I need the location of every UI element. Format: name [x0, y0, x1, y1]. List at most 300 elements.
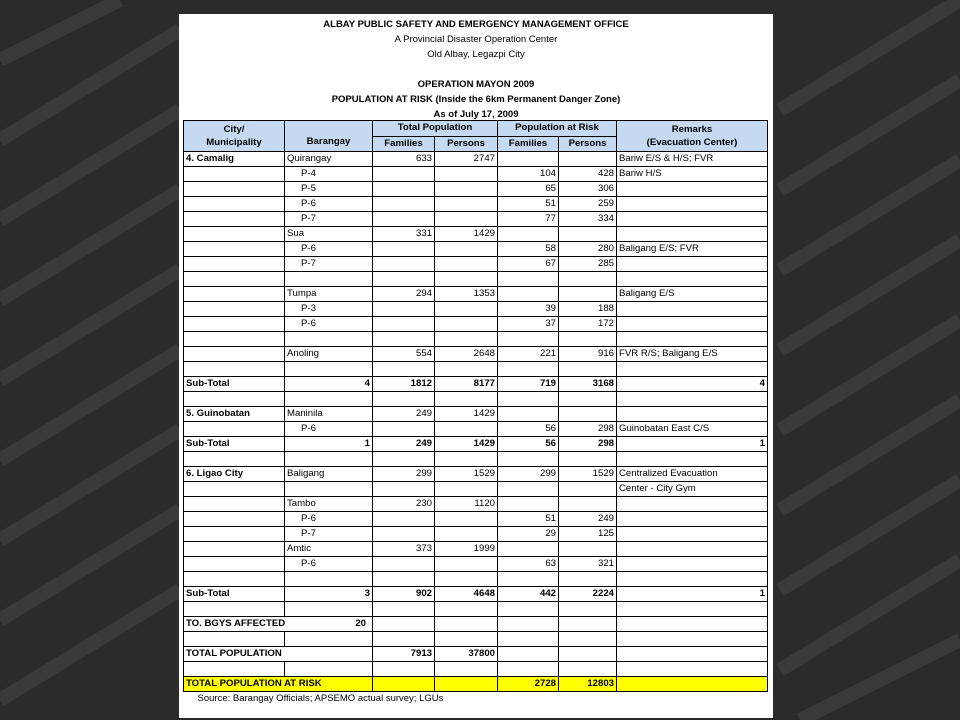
cell-total-persons — [435, 272, 498, 287]
subtotal-total-persons: 1429 — [435, 437, 498, 452]
cell-barangay — [285, 392, 373, 407]
cell-risk-families — [498, 542, 559, 557]
cell-total-families — [373, 662, 435, 677]
cell-risk-families — [498, 152, 559, 167]
cell-city — [184, 542, 285, 557]
cell-remarks — [617, 182, 768, 197]
cell-city — [184, 572, 285, 587]
cell-total-persons — [435, 557, 498, 572]
cell-barangay: Amtic — [285, 542, 373, 557]
total-persons: 37800 — [435, 647, 498, 662]
cell-city — [184, 182, 285, 197]
cell-barangay: Tambo — [285, 497, 373, 512]
cell-city — [184, 212, 285, 227]
cell-remarks: Baligang E/S — [617, 287, 768, 302]
cell-city — [184, 632, 285, 647]
cell-total-families: 299 — [373, 467, 435, 482]
table-row — [184, 392, 768, 407]
cell-risk-families — [498, 452, 559, 467]
cell-remarks: Centralized Evacuation — [617, 467, 768, 482]
cell-barangay: Sua — [285, 227, 373, 242]
table-row — [184, 302, 768, 317]
table-row — [184, 227, 768, 242]
cell-city — [184, 602, 285, 617]
cell-remarks — [617, 662, 768, 677]
header-line-1: ALBAY PUBLIC SAFETY AND EMERGENCY MANAGEMENT OFFICE — [323, 19, 629, 30]
cell-remarks — [617, 542, 768, 557]
cell-total-families — [373, 632, 435, 647]
table-row — [184, 167, 768, 182]
cell-total-persons — [435, 302, 498, 317]
table-row — [184, 662, 768, 677]
cell-total-persons: 1429 — [435, 227, 498, 242]
cell-city — [184, 527, 285, 542]
subtotal-count: 3 — [285, 587, 373, 602]
header-line-6: As of July 17, 2009 — [433, 109, 519, 120]
cell-total-families — [373, 197, 435, 212]
cell-risk-families — [498, 602, 559, 617]
cell-total-persons — [435, 212, 498, 227]
cell-remarks — [617, 527, 768, 542]
table-row — [184, 317, 768, 332]
cell-barangay: P-7 — [285, 212, 373, 227]
cell-risk-persons — [559, 152, 617, 167]
cell-total-families — [373, 257, 435, 272]
cell-risk-persons — [559, 542, 617, 557]
cell-remarks — [617, 317, 768, 332]
cell-total-persons — [435, 527, 498, 542]
cell-barangay: Tumpa — [285, 287, 373, 302]
table-row — [184, 632, 768, 647]
total-population-row — [184, 647, 768, 662]
cell-risk-persons: 1529 — [559, 467, 617, 482]
cell-total-families — [373, 167, 435, 182]
table-row — [184, 497, 768, 512]
table-row — [184, 542, 768, 557]
cell-total-persons: 1529 — [435, 467, 498, 482]
col-risk-persons: Persons — [559, 136, 617, 152]
cell-risk-families — [498, 662, 559, 677]
cell-risk-persons: 280 — [559, 242, 617, 257]
cell-remarks — [617, 572, 768, 587]
cell-barangay: P-7 — [285, 257, 373, 272]
table-row — [184, 572, 768, 587]
cell-risk-families — [498, 482, 559, 497]
cell-total-families — [373, 392, 435, 407]
subtotal-count: 4 — [285, 377, 373, 392]
cell-total-persons — [435, 572, 498, 587]
cell-risk-families: 39 — [498, 302, 559, 317]
cell-remarks — [617, 227, 768, 242]
source-note: Source: Barangay Officials; APSEMO actual survey; LGUs — [197, 693, 444, 704]
report-header — [179, 14, 773, 122]
cell-city — [184, 452, 285, 467]
cell-risk-persons: 321 — [559, 557, 617, 572]
cell-total-persons — [435, 167, 498, 182]
cell-city: 4. Camalig — [184, 152, 285, 167]
cell-risk-families: 65 — [498, 182, 559, 197]
cell-risk-families — [498, 497, 559, 512]
cell-risk-families — [498, 332, 559, 347]
barangays-affected-label — [184, 617, 373, 632]
cell-risk-persons — [559, 662, 617, 677]
subtotal-risk-families: 719 — [498, 377, 559, 392]
header-line-4: OPERATION MAYON 2009 — [417, 79, 535, 90]
table-row — [184, 602, 768, 617]
cell-risk-families: 221 — [498, 347, 559, 362]
table-row — [184, 182, 768, 197]
cell-risk-families — [498, 572, 559, 587]
table-row — [184, 197, 768, 212]
col-total-population: Total Population — [373, 121, 498, 137]
table-row — [184, 347, 768, 362]
cell-remarks: Baligang E/S; FVR — [617, 242, 768, 257]
cell-barangay: P-6 — [285, 317, 373, 332]
cell-city — [184, 497, 285, 512]
cell-risk-families — [498, 362, 559, 377]
cell-remarks — [617, 212, 768, 227]
subtotal-row — [184, 377, 768, 392]
cell-city: 6. Ligao City — [184, 467, 285, 482]
cell-city — [184, 422, 285, 437]
table-row — [184, 257, 768, 272]
cell-remarks — [617, 392, 768, 407]
cell-remarks — [617, 632, 768, 647]
cell-remarks — [617, 302, 768, 317]
cell-total-persons — [435, 482, 498, 497]
cell-barangay: P-6 — [285, 512, 373, 527]
cell-total-families — [373, 602, 435, 617]
subtotal-total-families: 1812 — [373, 377, 435, 392]
table-row — [184, 422, 768, 437]
cell-total-persons: 2648 — [435, 347, 498, 362]
subtotal-row — [184, 587, 768, 602]
cell-empty — [617, 647, 768, 662]
cell-total-persons — [435, 662, 498, 677]
subtotal-total-persons: 4648 — [435, 587, 498, 602]
barangays-affected-row — [184, 617, 768, 632]
cell-risk-persons: 259 — [559, 197, 617, 212]
total-at-risk-row — [184, 677, 768, 692]
cell-total-persons — [435, 362, 498, 377]
cell-total-families — [373, 317, 435, 332]
table-row — [184, 527, 768, 542]
cell-barangay: P-5 — [285, 182, 373, 197]
table-row — [184, 407, 768, 422]
cell-remarks — [617, 272, 768, 287]
subtotal-risk-persons: 298 — [559, 437, 617, 452]
cell-total-persons — [435, 392, 498, 407]
cell-risk-persons: 916 — [559, 347, 617, 362]
cell-risk-persons: 125 — [559, 527, 617, 542]
cell-total-families — [373, 512, 435, 527]
cell-empty — [373, 617, 435, 632]
cell-risk-persons — [559, 332, 617, 347]
header-line-2: A Provincial Disaster Operation Center — [394, 34, 558, 45]
cell-total-families: 373 — [373, 542, 435, 557]
cell-risk-families: 37 — [498, 317, 559, 332]
cell-risk-families — [498, 407, 559, 422]
cell-barangay: P-3 — [285, 302, 373, 317]
cell-barangay — [285, 362, 373, 377]
cell-city — [184, 662, 285, 677]
cell-barangay — [285, 332, 373, 347]
col-remarks: Remarks (Evacuation Center) — [617, 121, 768, 152]
subtotal-total-families: 249 — [373, 437, 435, 452]
cell-barangay — [285, 272, 373, 287]
cell-city — [184, 392, 285, 407]
cell-risk-persons — [559, 392, 617, 407]
cell-remarks — [617, 407, 768, 422]
cell-risk-persons: 172 — [559, 317, 617, 332]
cell-empty — [617, 677, 768, 692]
subtotal-risk-persons: 3168 — [559, 377, 617, 392]
cell-risk-persons — [559, 602, 617, 617]
cell-total-families: 249 — [373, 407, 435, 422]
table-row — [184, 557, 768, 572]
cell-risk-families: 77 — [498, 212, 559, 227]
cell-city — [184, 242, 285, 257]
cell-risk-persons — [559, 407, 617, 422]
total-families: 7913 — [373, 647, 435, 662]
cell-risk-persons: 188 — [559, 302, 617, 317]
subtotal-risk-persons: 2224 — [559, 587, 617, 602]
cell-total-persons — [435, 512, 498, 527]
cell-risk-families — [498, 227, 559, 242]
cell-risk-persons: 285 — [559, 257, 617, 272]
cell-total-families — [373, 212, 435, 227]
cell-total-persons — [435, 602, 498, 617]
cell-total-families — [373, 527, 435, 542]
cell-barangay: Anoling — [285, 347, 373, 362]
cell-risk-persons — [559, 482, 617, 497]
subtotal-row — [184, 437, 768, 452]
cell-remarks — [617, 497, 768, 512]
cell-risk-families: 51 — [498, 512, 559, 527]
cell-remarks — [617, 557, 768, 572]
cell-total-families — [373, 302, 435, 317]
subtotal-remarks: 1 — [617, 437, 768, 452]
cell-risk-persons — [559, 452, 617, 467]
table-row — [184, 512, 768, 527]
cell-risk-families — [498, 392, 559, 407]
cell-risk-persons — [559, 497, 617, 512]
cell-risk-families — [498, 632, 559, 647]
cell-barangay: P-6 — [285, 197, 373, 212]
cell-total-families — [373, 452, 435, 467]
subtotal-label: Sub-Total — [184, 377, 285, 392]
cell-remarks: Center - City Gym — [617, 482, 768, 497]
subtotal-label: Sub-Total — [184, 437, 285, 452]
cell-total-persons — [435, 632, 498, 647]
table-row — [184, 467, 768, 482]
cell-barangay — [285, 632, 373, 647]
cell-barangay: P-6 — [285, 557, 373, 572]
col-total-persons: Persons — [435, 136, 498, 152]
cell-total-persons — [435, 197, 498, 212]
cell-total-families: 230 — [373, 497, 435, 512]
cell-barangay: P-4 — [285, 167, 373, 182]
cell-city — [184, 197, 285, 212]
cell-total-families — [373, 332, 435, 347]
cell-city — [184, 287, 285, 302]
at-risk-total-persons — [435, 677, 498, 692]
cell-barangay: Quirangay — [285, 152, 373, 167]
col-total-families: Families — [373, 136, 435, 152]
col-barangay: Barangay — [285, 121, 373, 152]
cell-risk-persons — [559, 287, 617, 302]
cell-city — [184, 302, 285, 317]
cell-total-families — [373, 242, 435, 257]
cell-total-families — [373, 557, 435, 572]
subtotal-remarks: 4 — [617, 377, 768, 392]
cell-city — [184, 482, 285, 497]
cell-risk-families: 299 — [498, 467, 559, 482]
cell-remarks: FVR R/S; Baligang E/S — [617, 347, 768, 362]
cell-city — [184, 257, 285, 272]
cell-total-persons: 1353 — [435, 287, 498, 302]
at-risk-families: 2728 — [498, 677, 559, 692]
cell-remarks — [617, 197, 768, 212]
cell-risk-persons: 334 — [559, 212, 617, 227]
cell-total-persons — [435, 317, 498, 332]
cell-total-persons: 1999 — [435, 542, 498, 557]
cell-city — [184, 272, 285, 287]
cell-city — [184, 557, 285, 572]
cell-total-persons — [435, 422, 498, 437]
cell-total-persons — [435, 242, 498, 257]
cell-risk-families: 51 — [498, 197, 559, 212]
header-line-5: POPULATION AT RISK (Inside the 6km Permanent Danger Zone) — [331, 94, 621, 105]
cell-barangay — [285, 662, 373, 677]
cell-risk-families: 63 — [498, 557, 559, 572]
cell-empty — [559, 617, 617, 632]
cell-city — [184, 317, 285, 332]
cell-total-persons — [435, 257, 498, 272]
cell-total-persons: 2747 — [435, 152, 498, 167]
table-row — [184, 332, 768, 347]
cell-city — [184, 512, 285, 527]
cell-risk-families: 56 — [498, 422, 559, 437]
cell-risk-families — [498, 287, 559, 302]
total-risk-persons — [559, 647, 617, 662]
total-at-risk-label: TOTAL POPULATION AT RISK — [184, 677, 373, 692]
cell-barangay — [285, 452, 373, 467]
subtotal-risk-families: 442 — [498, 587, 559, 602]
cell-city — [184, 347, 285, 362]
cell-total-families — [373, 572, 435, 587]
cell-remarks — [617, 362, 768, 377]
cell-risk-families: 104 — [498, 167, 559, 182]
cell-remarks — [617, 257, 768, 272]
cell-risk-persons — [559, 362, 617, 377]
cell-barangay: Maninila — [285, 407, 373, 422]
cell-total-families — [373, 182, 435, 197]
at-risk-persons: 12803 — [559, 677, 617, 692]
cell-total-persons — [435, 452, 498, 467]
cell-total-families — [373, 422, 435, 437]
header-line-3: Old Albay, Legazpi City — [427, 49, 525, 60]
cell-risk-persons: 249 — [559, 512, 617, 527]
barangays-affected-count: 20 — [355, 618, 366, 629]
population-table — [183, 120, 768, 706]
cell-remarks — [617, 512, 768, 527]
cell-barangay — [285, 572, 373, 587]
table-row — [184, 287, 768, 302]
table-row — [184, 152, 768, 167]
cell-barangay: P-6 — [285, 422, 373, 437]
cell-total-persons — [435, 332, 498, 347]
cell-risk-families — [498, 272, 559, 287]
cell-risk-persons — [559, 632, 617, 647]
cell-total-persons: 1429 — [435, 407, 498, 422]
cell-total-families: 331 — [373, 227, 435, 242]
subtotal-remarks: 1 — [617, 587, 768, 602]
cell-total-families: 554 — [373, 347, 435, 362]
cell-total-persons: 1120 — [435, 497, 498, 512]
cell-risk-families: 29 — [498, 527, 559, 542]
cell-total-families — [373, 272, 435, 287]
col-population-at-risk: Population at Risk — [498, 121, 617, 137]
table-row — [184, 242, 768, 257]
subtotal-label: Sub-Total — [184, 587, 285, 602]
barangays-affected-text: TO. BGYS AFFECTED — [186, 618, 286, 629]
cell-city: 5. Guinobatan — [184, 407, 285, 422]
cell-barangay — [285, 482, 373, 497]
subtotal-total-families: 902 — [373, 587, 435, 602]
subtotal-total-persons: 8177 — [435, 377, 498, 392]
cell-risk-persons: 428 — [559, 167, 617, 182]
total-population-label: TOTAL POPULATION — [184, 647, 373, 662]
table-row — [184, 272, 768, 287]
cell-risk-families: 58 — [498, 242, 559, 257]
source-row — [184, 692, 768, 707]
col-risk-families: Families — [498, 136, 559, 152]
subtotal-risk-families: 56 — [498, 437, 559, 452]
total-risk-families — [498, 647, 559, 662]
cell-barangay: P-7 — [285, 527, 373, 542]
cell-remarks: Guinobatan East C/S — [617, 422, 768, 437]
cell-city — [184, 227, 285, 242]
cell-risk-persons — [559, 227, 617, 242]
cell-empty — [617, 617, 768, 632]
cell-total-families — [373, 482, 435, 497]
cell-risk-persons — [559, 272, 617, 287]
cell-city — [184, 167, 285, 182]
table-row — [184, 362, 768, 377]
cell-total-families: 633 — [373, 152, 435, 167]
col-city: City/ Municipality — [184, 121, 285, 152]
cell-barangay — [285, 602, 373, 617]
cell-remarks: Bariw E/S & H/S; FVR — [617, 152, 768, 167]
cell-total-families — [373, 362, 435, 377]
cell-remarks — [617, 602, 768, 617]
cell-risk-persons: 306 — [559, 182, 617, 197]
cell-empty — [435, 617, 498, 632]
cell-total-families: 294 — [373, 287, 435, 302]
cell-risk-families: 67 — [498, 257, 559, 272]
cell-risk-persons — [559, 572, 617, 587]
table-row — [184, 212, 768, 227]
table-body — [184, 152, 768, 707]
at-risk-total-families — [373, 677, 435, 692]
subtotal-count: 1 — [285, 437, 373, 452]
cell-empty — [498, 617, 559, 632]
cell-barangay: P-6 — [285, 242, 373, 257]
cell-remarks — [617, 332, 768, 347]
cell-city — [184, 332, 285, 347]
cell-risk-persons: 298 — [559, 422, 617, 437]
